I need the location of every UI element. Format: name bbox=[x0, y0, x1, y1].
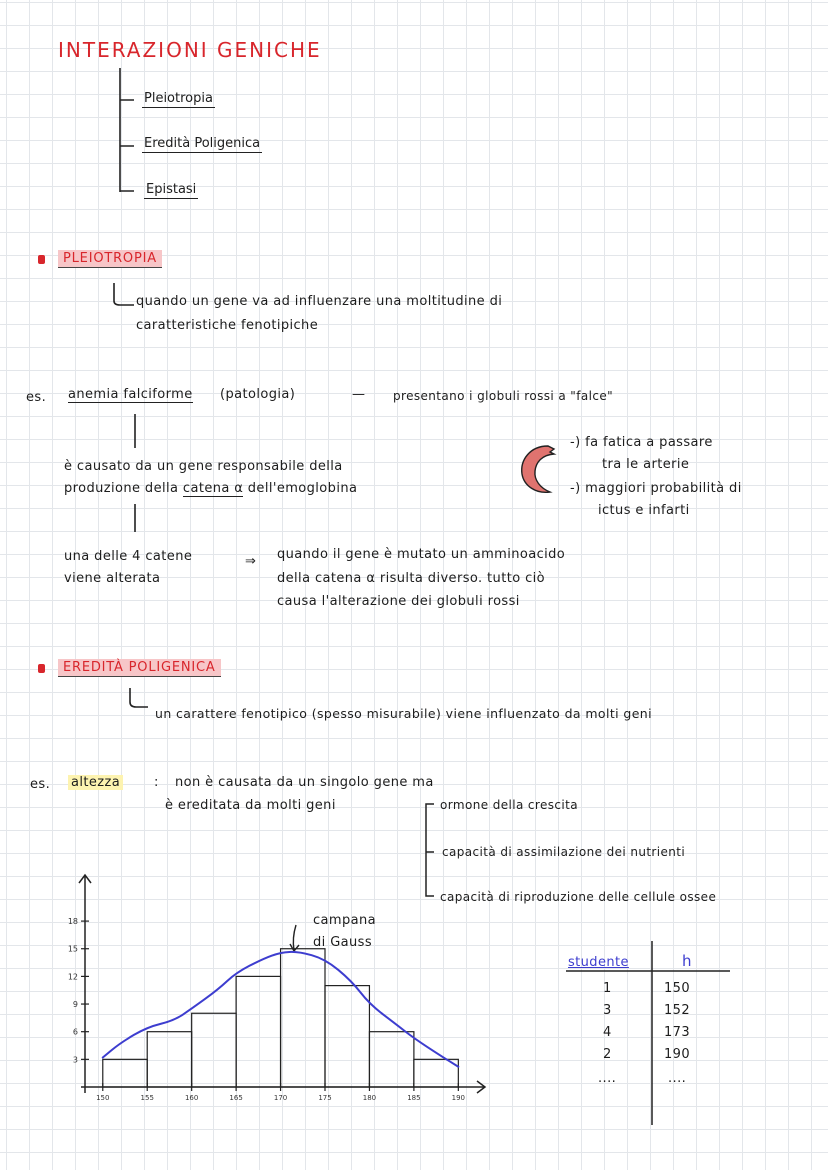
cause-line2-c: dell'emoglobina bbox=[247, 481, 358, 496]
mutation-line3: causa l'alterazione dei globuli rossi bbox=[277, 594, 520, 609]
factor-riproduzione: capacità di riproduzione delle cellule ossee bbox=[440, 890, 717, 904]
table-row-5-studente: .... bbox=[598, 1071, 617, 1086]
y-axis bbox=[79, 875, 91, 1093]
y-tick-label: 15 bbox=[67, 944, 78, 954]
table-row-4-h: 190 bbox=[664, 1047, 691, 1062]
cause-line1: è causato da un gene responsabile della bbox=[64, 459, 343, 474]
x-tick-label: 150 bbox=[96, 1094, 110, 1102]
factor-assimilazione: capacità di assimilazione dei nutrienti bbox=[442, 845, 686, 859]
sickle-cell-icon bbox=[510, 440, 560, 500]
histogram-bar bbox=[236, 976, 280, 1087]
table-header-h: h bbox=[682, 952, 692, 970]
factor-ormone: ormone della crescita bbox=[440, 798, 579, 812]
table-row-1-h: 150 bbox=[664, 981, 691, 996]
histogram-bar bbox=[103, 1059, 147, 1087]
cause-line2-a: produzione della bbox=[64, 481, 179, 496]
y-tick-label: 3 bbox=[72, 1055, 78, 1065]
table-row-3-h: 173 bbox=[664, 1025, 691, 1040]
poligenica-definition: un carattere fenotipico (spesso misurabile) viene influenzato da molti geni bbox=[155, 706, 652, 721]
altezza-line2: è ereditata da molti geni bbox=[165, 798, 336, 813]
y-tick-label: 18 bbox=[67, 917, 78, 927]
connector-line-2 bbox=[130, 502, 140, 536]
histogram-bar bbox=[325, 986, 369, 1087]
chain-line2: viene alterata bbox=[64, 571, 161, 586]
chart-annotation-line1: campana bbox=[313, 913, 377, 928]
es-label-2: es. bbox=[30, 777, 51, 792]
implies-arrow: ⇒ bbox=[245, 554, 257, 569]
consequence2-line1: -) maggiori probabilità di bbox=[570, 481, 742, 496]
tree-item-epistasi: Epistasi bbox=[146, 182, 197, 197]
hook-arrow-2 bbox=[124, 686, 154, 712]
mutation-line1: quando il gene è mutato un amminoacido bbox=[277, 547, 566, 562]
mutation-line2: della catena α risulta diverso. tutto ciò bbox=[277, 571, 545, 586]
heading-poligenica: EREDITÀ POLIGENICA bbox=[58, 659, 221, 677]
es-label-1: es. bbox=[26, 390, 47, 405]
connector-line-1 bbox=[130, 412, 140, 452]
bullet-pleiotropia bbox=[38, 255, 45, 264]
tree-lines bbox=[112, 66, 152, 201]
bullet-poligenica bbox=[38, 664, 45, 673]
x-tick-label: 170 bbox=[273, 1094, 288, 1102]
table-row-1-studente: 1 bbox=[603, 981, 612, 996]
table-row-2-studente: 3 bbox=[603, 1003, 612, 1018]
x-tick-label: 165 bbox=[229, 1094, 243, 1102]
catena-alpha: catena α bbox=[182, 481, 244, 496]
pleiotropia-definition-line2: caratteristiche fenotipiche bbox=[136, 318, 319, 333]
consequence2-line2: ictus e infarti bbox=[598, 503, 690, 518]
heading-pleiotropia: PLEIOTROPIA bbox=[58, 250, 162, 268]
x-tick-label: 185 bbox=[407, 1094, 421, 1102]
example-note: (patologia) bbox=[220, 387, 296, 402]
example-anemia: anemia falciforme bbox=[68, 387, 193, 402]
table-row-2-h: 152 bbox=[664, 1003, 691, 1018]
x-tick-label: 175 bbox=[318, 1094, 332, 1102]
x-tick-label: 155 bbox=[140, 1094, 154, 1102]
table-header-studente: studente bbox=[568, 955, 629, 970]
histogram-bar bbox=[147, 1032, 191, 1087]
table-row-4-studente: 2 bbox=[603, 1047, 612, 1062]
consequence1-line2: tra le arterie bbox=[602, 457, 690, 472]
example-dash: — bbox=[352, 387, 366, 402]
cause-line2 bbox=[64, 481, 357, 496]
y-tick-label: 6 bbox=[72, 1027, 78, 1037]
histogram-bar bbox=[192, 1013, 236, 1087]
chain-line1: una delle 4 catene bbox=[64, 549, 193, 564]
x-tick-label: 180 bbox=[362, 1094, 377, 1102]
x-tick-label: 160 bbox=[184, 1094, 199, 1102]
tree-item-pleiotropia: Pleiotropia bbox=[144, 91, 213, 106]
pleiotropia-definition-line1: quando un gene va ad influenzare una moltitudine di bbox=[136, 294, 503, 309]
example-colon: : bbox=[154, 775, 159, 790]
table-row-5-h: .... bbox=[668, 1071, 687, 1086]
table-row-3-studente: 4 bbox=[603, 1025, 612, 1040]
y-tick-label: 9 bbox=[72, 1000, 78, 1010]
y-tick-label: 12 bbox=[67, 972, 78, 982]
hook-arrow bbox=[108, 281, 138, 309]
histogram-bar bbox=[281, 949, 325, 1087]
example-altezza: altezza bbox=[68, 775, 123, 790]
chart-annotation-line2: di Gauss bbox=[313, 935, 373, 950]
example-effect: presentano i globuli rossi a "falce" bbox=[393, 389, 614, 403]
tree-item-eredita-poligenica: Eredità Poligenica bbox=[144, 136, 261, 151]
page-title: INTERAZIONI GENICHE bbox=[58, 38, 322, 62]
gauss-histogram-chart bbox=[55, 865, 495, 1115]
altezza-line1: non è causata da un singolo gene ma bbox=[175, 775, 434, 790]
x-tick-label: 190 bbox=[451, 1094, 466, 1102]
histogram-bar bbox=[369, 1032, 413, 1087]
consequence1-line1: -) fa fatica a passare bbox=[570, 435, 713, 450]
